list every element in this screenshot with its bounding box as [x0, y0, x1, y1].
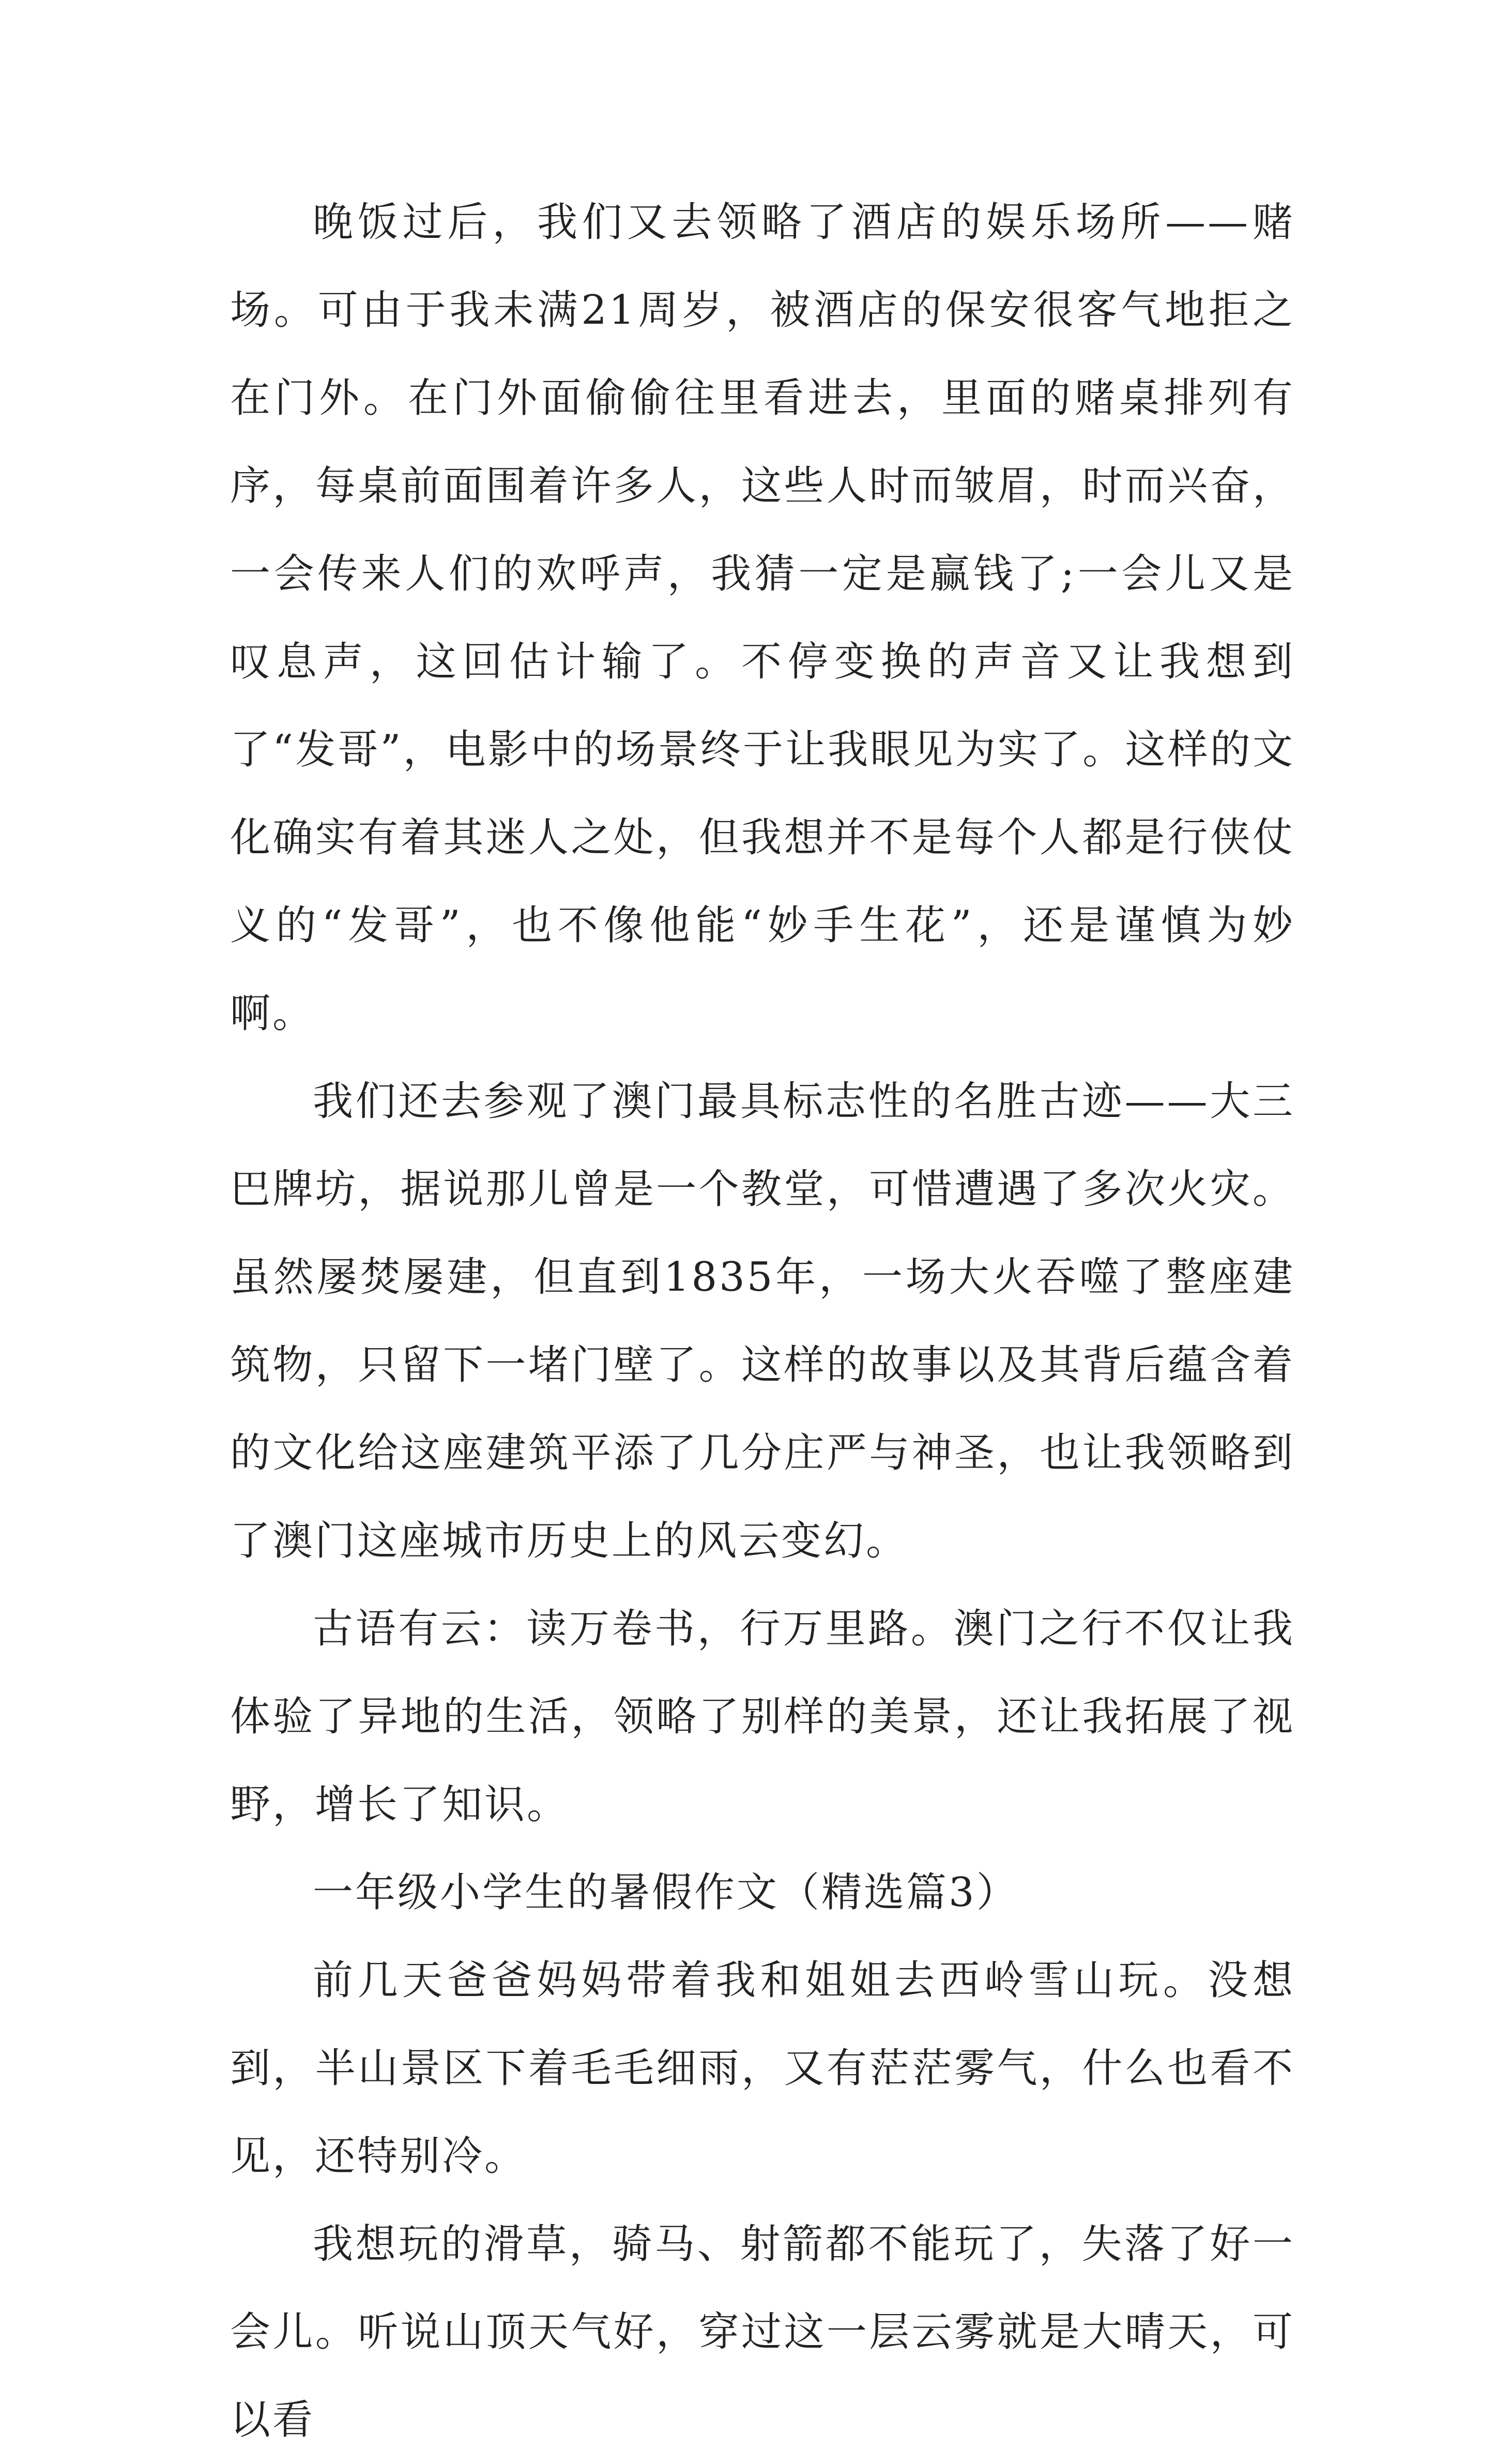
paragraph-conclusion: 古语有云：读万卷书，行万里路。澳门之行不仅让我体验了异地的生活，领略了别样的美景，还让我拓展了视野，增长了知识。 [230, 1606, 1295, 1828]
paragraph-casino: 晚饭过后，我们又去领略了酒店的娱乐场所——赌场。可由于我未满21周岁，被酒店的保安很客气地拒之在门外。在门外面偷偷往里看进去，里面的赌桌排列有序，每桌前面围着许多人，这些人时而皱眉，时而兴奋，一会传来人们的欢呼声，我猜一定是赢钱了;一会儿又是叹息声，这回估计输了。不停变换的声音又让我想到了“发哥”，电影中的场景终于让我眼见为实了。这样的文化确实有着其迷人之处，但我想并不是每个人都是行侠仗义的“发哥”，也不像他能“妙手生花”，还是谨慎为妙啊。 [230, 199, 1295, 1037]
section-heading: 一年级小学生的暑假作文（精选篇3） [313, 1869, 1019, 1916]
paragraph-ruins-of-st-paul: 我们还去参观了澳门最具标志性的名胜古迹——大三巴牌坊，据说那儿曾是一个教堂，可惜遭遇了多次火灾。虽然屡焚屡建，但直到1835年，一场大火吞噬了整座建筑物，只留下一堵门壁了。这样的故事以及其背后蕴含着的文化给这座建筑平添了几分庄严与神圣，也让我领略到了澳门这座城市历史上的风云变幻。 [230, 1078, 1295, 1564]
paragraph-grass-sliding: 我想玩的滑草，骑马、射箭都不能玩了，失落了好一会儿。听说山顶天气好，穿过这一层云雾就是大晴天，可以看 [230, 2221, 1295, 2443]
paragraph-xiling-snow-mountain: 前几天爸爸妈妈带着我和姐姐去西岭雪山玩。没想到，半山景区下着毛毛细雨，又有茫茫雾气，什么也看不见，还特别冷。 [230, 1957, 1295, 2180]
body-text [230, 178, 1295, 2464]
